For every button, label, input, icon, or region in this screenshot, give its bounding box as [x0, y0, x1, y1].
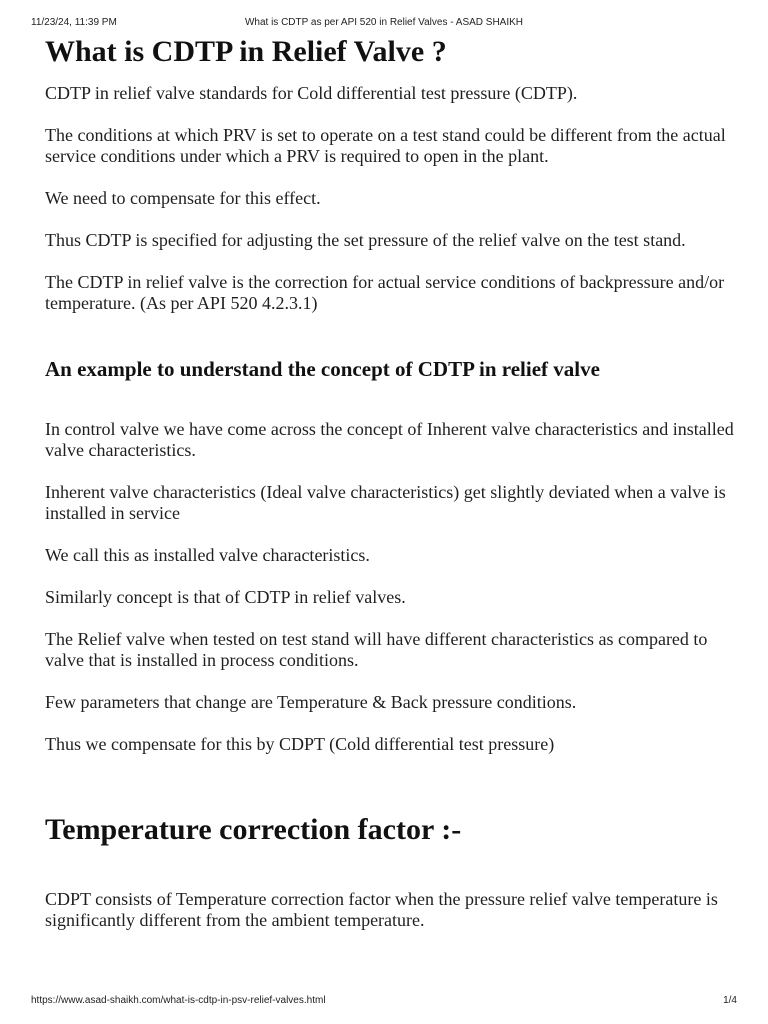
- section-gap: [45, 755, 735, 811]
- print-header: [31, 17, 737, 31]
- print-datetime: 11/23/24, 11:39 PM: [31, 17, 117, 28]
- intro-paragraph: The CDTP in relief valve is the correction for actual service conditions of backpressure and/or temperature. (As per API 520 4.2.3.1): [45, 272, 725, 313]
- section-gap: [45, 314, 735, 356]
- article-body: [45, 33, 735, 931]
- intro-paragraph: Thus CDTP is specified for adjusting the set pressure of the relief valve on the test stand.: [45, 230, 686, 250]
- example-paragraph: In control valve we have come across the concept of Inherent valve characteristics and installed valve characteristics.: [45, 419, 734, 460]
- print-document-title: What is CDTP as per API 520 in Relief Valves - ASAD SHAIKH: [244, 17, 524, 28]
- print-footer: [31, 995, 737, 1009]
- example-paragraph: The Relief valve when tested on test stand will have different characteristics as compared to valve that is installed in process conditions.: [45, 629, 708, 670]
- intro-paragraph: We need to compensate for this effect.: [45, 188, 321, 208]
- print-page-number: 1/4: [723, 995, 737, 1006]
- example-paragraph: Similarly concept is that of CDTP in relief valves.: [45, 587, 406, 607]
- example-paragraph: Inherent valve characteristics (Ideal valve characteristics) get slightly deviated when a valve is installed in service: [45, 482, 726, 523]
- example-paragraph: We call this as installed valve characteristics.: [45, 545, 370, 565]
- intro-paragraph: CDTP in relief valve standards for Cold differential test pressure (CDTP).: [45, 83, 578, 103]
- intro-paragraph: The conditions at which PRV is set to operate on a test stand could be different from the actual service conditions under which a PRV is required to open in the plant.: [45, 125, 726, 166]
- section-gap: [45, 382, 735, 419]
- temperature-heading: Temperature correction factor :-: [45, 813, 462, 846]
- example-paragraph: Thus we compensate for this by CDPT (Cold differential test pressure): [45, 734, 555, 754]
- example-paragraph: Few parameters that change are Temperature & Back pressure conditions.: [45, 692, 577, 712]
- temperature-paragraph: CDPT consists of Temperature correction factor when the pressure relief valve temperature is significantly different from the ambient temperature.: [45, 889, 718, 930]
- example-heading: An example to understand the concept of CDTP in relief valve: [45, 357, 600, 381]
- article-title: What is CDTP in Relief Valve ?: [45, 35, 447, 68]
- print-url: https://www.asad-shaikh.com/what-is-cdtp-in-psv-relief-valves.html: [31, 995, 326, 1006]
- section-gap: [45, 849, 735, 889]
